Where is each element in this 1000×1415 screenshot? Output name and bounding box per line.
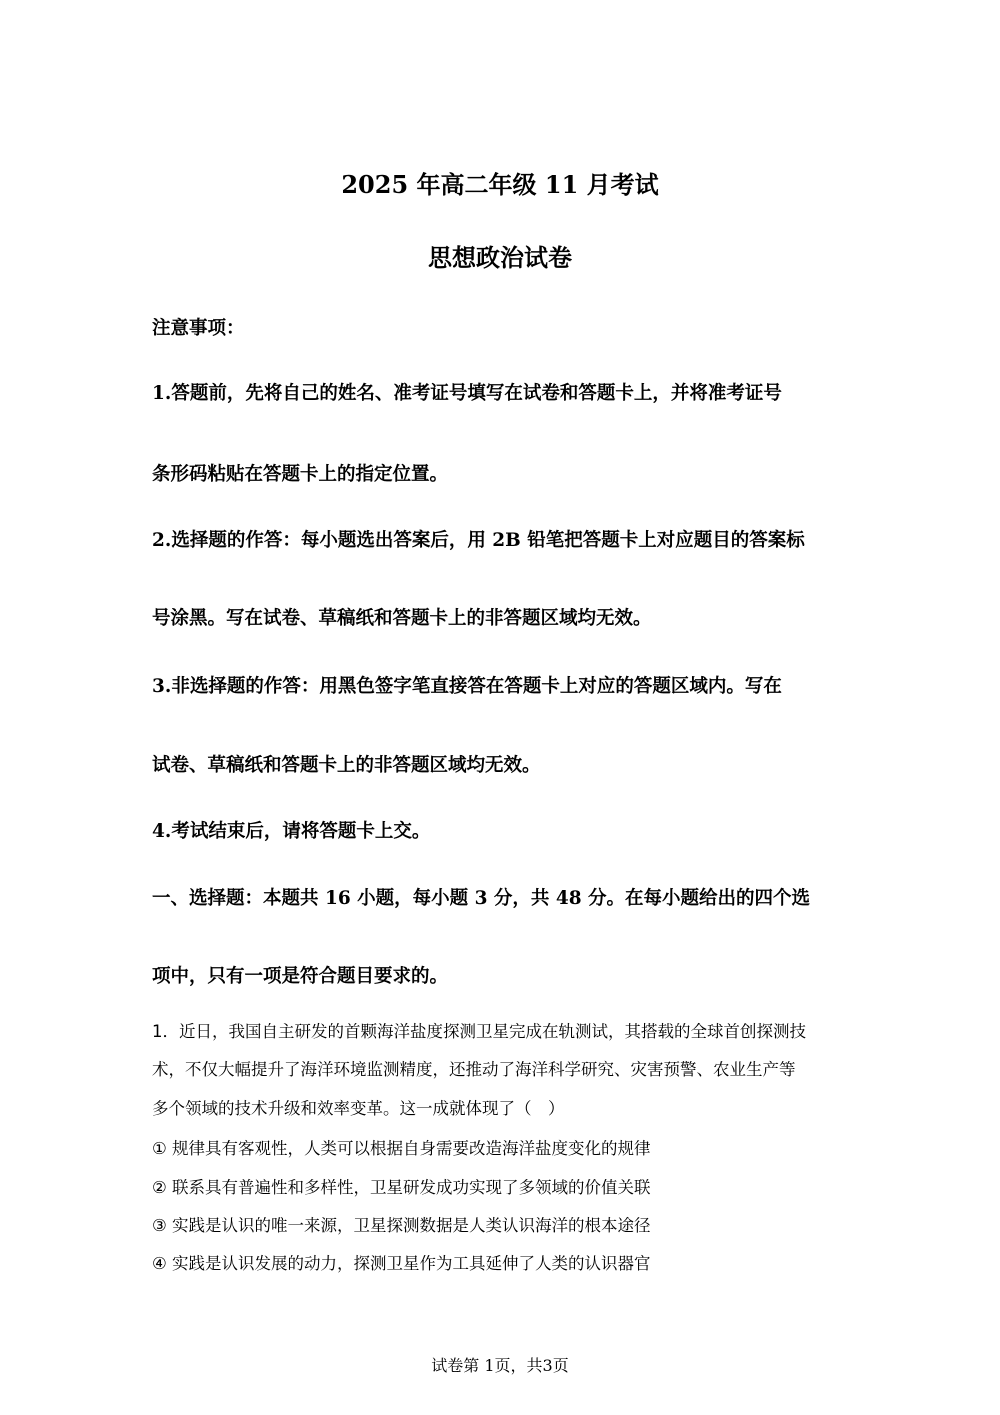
notice-line: 4.考试结束后，请将答题卡上交。 — [152, 821, 431, 842]
question-stem-line: 多个领域的技术升级和效率变革。这一成就体现了（ ） — [152, 1099, 565, 1118]
page-footer: 试卷第 1页，共3页 — [431, 1356, 569, 1375]
notice-line: 2.选择题的作答：每小题选出答案后，用 2B 铅笔把答题卡上对应题目的答案标 — [152, 530, 805, 551]
question-option: ① 规律具有客观性，人类可以根据自身需要改造海洋盐度变化的规律 — [152, 1139, 651, 1158]
question-stem-line: 术，不仅大幅提升了海洋环境监测精度，还推动了海洋科学研究、灾害预警、农业生产等 — [152, 1060, 796, 1079]
exam-subtitle: 思想政治试卷 — [428, 243, 572, 272]
notice-line: 3.非选择题的作答：用黑色签字笔直接答在答题卡上对应的答题区域内。写在 — [152, 676, 782, 697]
exam-title: 2025 年高二年级 11 月考试 — [341, 170, 659, 199]
notice-heading: 注意事项： — [152, 318, 245, 339]
notice-line: 条形码粘贴在答题卡上的指定位置。 — [152, 464, 449, 485]
question-option: ③ 实践是认识的唯一来源，卫星探测数据是人类认识海洋的根本途径 — [152, 1216, 651, 1235]
section-heading: 一、选择题：本题共 16 小题，每小题 3 分，共 48 分。在每小题给出的四个选 — [152, 888, 811, 909]
question-option: ② 联系具有普遍性和多样性，卫星研发成功实现了多领域的价值关联 — [152, 1178, 651, 1197]
section-heading: 项中，只有一项是符合题目要求的。 — [152, 966, 449, 987]
notice-line: 1.答题前，先将自己的姓名、准考证号填写在试卷和答题卡上，并将准考证号 — [152, 383, 782, 404]
notice-line: 号涂黑。写在试卷、草稿纸和答题卡上的非答题区域均无效。 — [152, 608, 652, 629]
question-stem-line: 1．近日，我国自主研发的首颗海洋盐度探测卫星完成在轨测试，其搭载的全球首创探测技 — [152, 1022, 806, 1041]
notice-line: 试卷、草稿纸和答题卡上的非答题区域均无效。 — [152, 755, 541, 776]
question-option: ④ 实践是认识发展的动力，探测卫星作为工具延伸了人类的认识器官 — [152, 1254, 651, 1273]
